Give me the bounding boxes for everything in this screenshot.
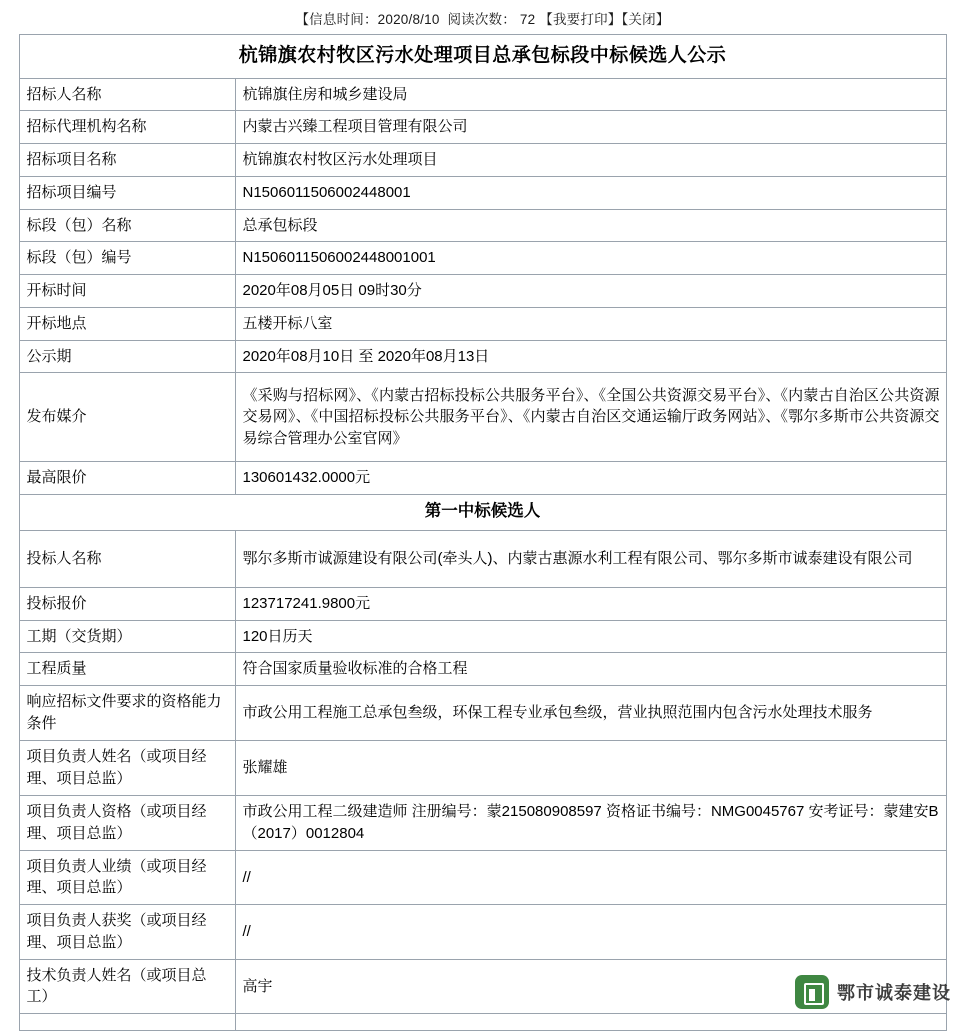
table-row xyxy=(19,741,946,796)
row-label: 投标人名称 xyxy=(19,530,235,587)
info-date: 2020/8/10 xyxy=(377,12,440,27)
row-value: N1506011506002448001001 xyxy=(235,242,946,275)
row-value: 内蒙古兴臻工程项目管理有限公司 xyxy=(235,111,946,144)
row-value: // xyxy=(235,850,946,905)
table-title-row xyxy=(19,35,946,79)
row-value: 2020年08月05日 09时30分 xyxy=(235,275,946,308)
table-row xyxy=(19,795,946,850)
close-link[interactable]: 【关闭】 xyxy=(621,12,670,27)
row-label: 招标人名称 xyxy=(19,78,235,111)
bid-result-table xyxy=(19,34,947,1031)
table-row xyxy=(19,373,946,462)
row-value: // xyxy=(235,905,946,960)
row-value: N1506011506002448001 xyxy=(235,176,946,209)
info-time-prefix: 【信息时间： xyxy=(295,12,378,27)
row-label: 开标时间 xyxy=(19,275,235,308)
table-row xyxy=(19,78,946,111)
row-label: 招标项目编号 xyxy=(19,176,235,209)
table-row xyxy=(19,959,946,1014)
table-row xyxy=(19,1014,946,1031)
section-header-row xyxy=(19,495,946,531)
row-label: 项目负责人获奖（或项目经理、项目总监） xyxy=(19,905,235,960)
row-value: 市政公用工程二级建造师 注册编号：蒙215080908597 资格证书编号：NMG0045767 安考证号：蒙建安B（2017）0012804 xyxy=(235,795,946,850)
table-row xyxy=(19,620,946,653)
row-value: 鄂尔多斯市诚源建设有限公司(牵头人)、内蒙古惠源水利工程有限公司、鄂尔多斯市诚泰建设有限公司 xyxy=(235,530,946,587)
row-label: 投标报价 xyxy=(19,587,235,620)
row-label: 响应招标文件要求的资格能力条件 xyxy=(19,686,235,741)
row-value: 120日历天 xyxy=(235,620,946,653)
table-row xyxy=(19,340,946,373)
row-value: 高宇 xyxy=(235,959,946,1014)
row-label: 项目负责人资格（或项目经理、项目总监） xyxy=(19,795,235,850)
table-row xyxy=(19,275,946,308)
row-value: 130601432.0000元 xyxy=(235,462,946,495)
row-value: 《采购与招标网》、《内蒙古招标投标公共服务平台》、《全国公共资源交易平台》、《内蒙古自治区公共资源交易网》、《中国招标投标公共服务平台》、《内蒙古自治区交通运输厅政务网站》、《鄂尔多斯市公共资源交易综合管理办公室官网》 xyxy=(235,373,946,462)
row-label: 工期（交货期） xyxy=(19,620,235,653)
row-value: 张耀雄 xyxy=(235,741,946,796)
row-value: 123717241.9800元 xyxy=(235,587,946,620)
table-row xyxy=(19,176,946,209)
row-label: 项目负责人姓名（或项目经理、项目总监） xyxy=(19,741,235,796)
table-row xyxy=(19,905,946,960)
row-value: 杭锦旗农村牧区污水处理项目 xyxy=(235,144,946,177)
row-value: 2020年08月10日 至 2020年08月13日 xyxy=(235,340,946,373)
page-title: 杭锦旗农村牧区污水处理项目总承包标段中标候选人公示 xyxy=(19,35,946,79)
table-row xyxy=(19,462,946,495)
table-body xyxy=(19,35,946,1031)
row-label: 最高限价 xyxy=(19,462,235,495)
table-row xyxy=(19,242,946,275)
row-label: 公示期 xyxy=(19,340,235,373)
table-row xyxy=(19,653,946,686)
section-title: 第一中标候选人 xyxy=(19,495,946,531)
watermark-text: 鄂市诚泰建设 xyxy=(837,983,951,1004)
table-row xyxy=(19,686,946,741)
table-row xyxy=(19,307,946,340)
table-row xyxy=(19,144,946,177)
table-row xyxy=(19,850,946,905)
row-label: 技术负责人姓名（或项目总工） xyxy=(19,959,235,1014)
table-row xyxy=(19,530,946,587)
row-value: 杭锦旗住房和城乡建设局 xyxy=(235,78,946,111)
table-row xyxy=(19,209,946,242)
row-value: 市政公用工程施工总承包叁级，环保工程专业承包叁级，营业执照范围内包含污水处理技术服务 xyxy=(235,686,946,741)
row-label: 发布媒介 xyxy=(19,373,235,462)
views-label: 阅读次数： xyxy=(447,12,516,27)
row-value: 符合国家质量验收标准的合格工程 xyxy=(235,653,946,686)
row-label: 开标地点 xyxy=(19,307,235,340)
print-link[interactable]: 【我要打印】 xyxy=(539,12,622,27)
info-meta-bar xyxy=(0,0,965,34)
row-value: 五楼开标八室 xyxy=(235,307,946,340)
row-label: 标段（包）编号 xyxy=(19,242,235,275)
table-row xyxy=(19,111,946,144)
row-value xyxy=(235,1014,946,1031)
row-label: 招标项目名称 xyxy=(19,144,235,177)
row-label: 工程质量 xyxy=(19,653,235,686)
views-count: 72 xyxy=(519,12,536,27)
row-label: 项目负责人业绩（或项目经理、项目总监） xyxy=(19,850,235,905)
row-label: 标段（包）名称 xyxy=(19,209,235,242)
row-label: 招标代理机构名称 xyxy=(19,111,235,144)
table-row xyxy=(19,587,946,620)
row-label xyxy=(19,1014,235,1031)
row-value: 总承包标段 xyxy=(235,209,946,242)
